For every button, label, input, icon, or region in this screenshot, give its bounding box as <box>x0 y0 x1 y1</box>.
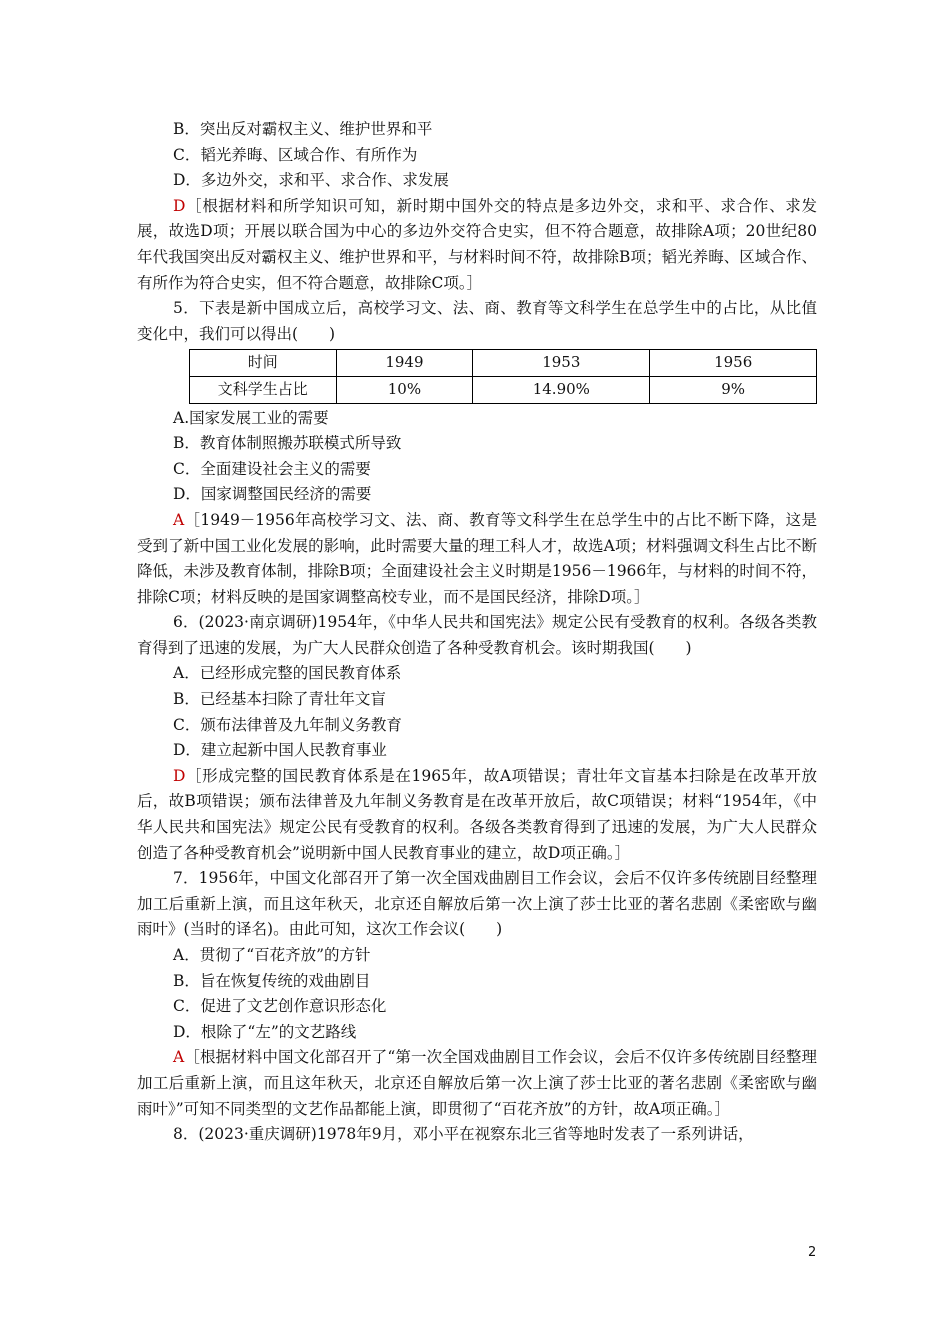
q7-option-a: A．贯彻了“百花齐放”的方针 <box>173 946 371 964</box>
q4-option-c: C．韬光养晦、区域合作、有所作为 <box>173 145 418 164</box>
q5-explanation: ［1949－1956年高校学习文、法、商、教育等文科学生在总学生中的占比不断下降，这是受到了新中国工业化发展的影响，此时需要大量的理工科人才，故选A项；材料强调文科生占比不断降低，未涉及教育体制，排除B项；全面建设社会主义时期是1956－1966年，与材料的时间不符，排除C项；材料反映的是国家调整高校专业，而不是国民经济，排除D项。］ <box>137 510 817 606</box>
q6-option-c: C．颁布法律普及九年制义务教育 <box>173 715 402 734</box>
table-cell: 1949 <box>336 350 473 377</box>
q4-explanation: ［根据材料和所学知识可知，新时期中国外交的特点是多边外交，求和平、求合作、求发展，故选D项；开展以联合国为中心的多边外交符合史实，但不符合题意，故排除A项；20世纪80年代我国突出反对霸权主义、维护世界和平，与材料时间不符，故排除B项；韬光养晦、区域合作、有所作为符合史实，但不符合题意，故排除C项。］ <box>137 196 817 292</box>
page-content <box>137 117 817 1148</box>
q7-option-d: D．根除了“左”的文艺路线 <box>173 1022 357 1041</box>
q7-option-b: B．旨在恢复传统的戏曲剧目 <box>173 971 371 990</box>
q6-option-d: D．建立起新中国人民教育事业 <box>173 741 387 760</box>
table-cell: 9% <box>650 376 817 403</box>
q6-answer-letter: D <box>173 766 186 785</box>
table-cell: 1953 <box>473 350 650 377</box>
table-cell: 10% <box>336 376 473 403</box>
page-number: 2 <box>808 1245 817 1260</box>
q5-option-b: B．教育体制照搬苏联模式所导致 <box>173 434 402 453</box>
q5-answer <box>137 508 817 610</box>
q7-answer-letter: A <box>173 1048 185 1067</box>
q5-answer-letter: A <box>173 510 185 529</box>
q4-option-d: D．多边外交，求和平、求合作、求发展 <box>173 171 449 190</box>
table-cell: 1956 <box>650 350 817 377</box>
table-header-row <box>190 350 817 377</box>
q5-data-table <box>189 349 817 403</box>
q7-answer <box>137 1045 817 1122</box>
q4-option-b: B．突出反对霸权主义、维护世界和平 <box>173 120 433 138</box>
table-cell: 时间 <box>190 350 337 377</box>
q8-stem: 8．(2023·重庆调研)1978年9月，邓小平在视察东北三省等地时发表了一系列讲话， <box>173 1125 754 1144</box>
q5-option-a: A.国家发展工业的需要 <box>173 408 329 427</box>
q7-option-c: C．促进了文艺创作意识形态化 <box>173 997 387 1016</box>
q4-answer-letter: D <box>173 196 186 215</box>
table-cell: 14.90% <box>473 376 650 403</box>
q6-stem: 6．(2023·南京调研)1954年，《中华人民共和国宪法》规定公民有受教育的权利。各级各类教育得到了迅速的发展，为广大人民群众创造了各种受教育机会。该时期我国( ) <box>137 613 817 657</box>
table-row <box>190 376 817 403</box>
table-cell: 文科学生占比 <box>190 376 337 403</box>
q4-answer <box>137 194 817 296</box>
q5-option-c: C．全面建设社会主义的需要 <box>173 459 371 478</box>
q6-option-b: B．已经基本扫除了青壮年文盲 <box>173 690 386 709</box>
q5-stem: 5．下表是新中国成立后，高校学习文、法、商、教育等文科学生在总学生中的占比，从比值变化中，我们可以得出( ) <box>137 299 817 343</box>
q6-explanation: ［形成完整的国民教育体系是在1965年，故A项错误；青壮年文盲基本扫除是在改革开放后，故B项错误；颁布法律普及九年制义务教育是在改革开放后，故C项错误；材料“1954年，《中华人民共和国宪法》规定公民有受教育的权利。各级各类教育得到了迅速的发展，为广大人民群众创造了各种受教育机会”说明新中国人民教育事业的建立，故D项正确。］ <box>137 766 817 862</box>
q6-option-a: A．已经形成完整的国民教育体系 <box>173 664 402 683</box>
q7-explanation: ［根据材料中国文化部召开了“第一次全国戏曲剧目工作会议，会后不仅许多传统剧目经整理加工后重新上演，而且这年秋天，北京还自解放后第一次上演了莎士比亚的著名悲剧《柔密欧与幽雨叶》”可知不同类型的文艺作品都能上演，即贯彻了“百花齐放”的方针，故A项正确。］ <box>137 1048 817 1118</box>
q7-stem: 7．1956年，中国文化部召开了第一次全国戏曲剧目工作会议，会后不仅许多传统剧目经整理加工后重新上演，而且这年秋天，北京还自解放后第一次上演了莎士比亚的著名悲剧《柔密欧与幽雨叶》(当时的译名)。由此可知，这次工作会议( ) <box>137 869 817 939</box>
q5-option-d: D．国家调整国民经济的需要 <box>173 485 372 504</box>
q6-answer <box>137 764 817 866</box>
